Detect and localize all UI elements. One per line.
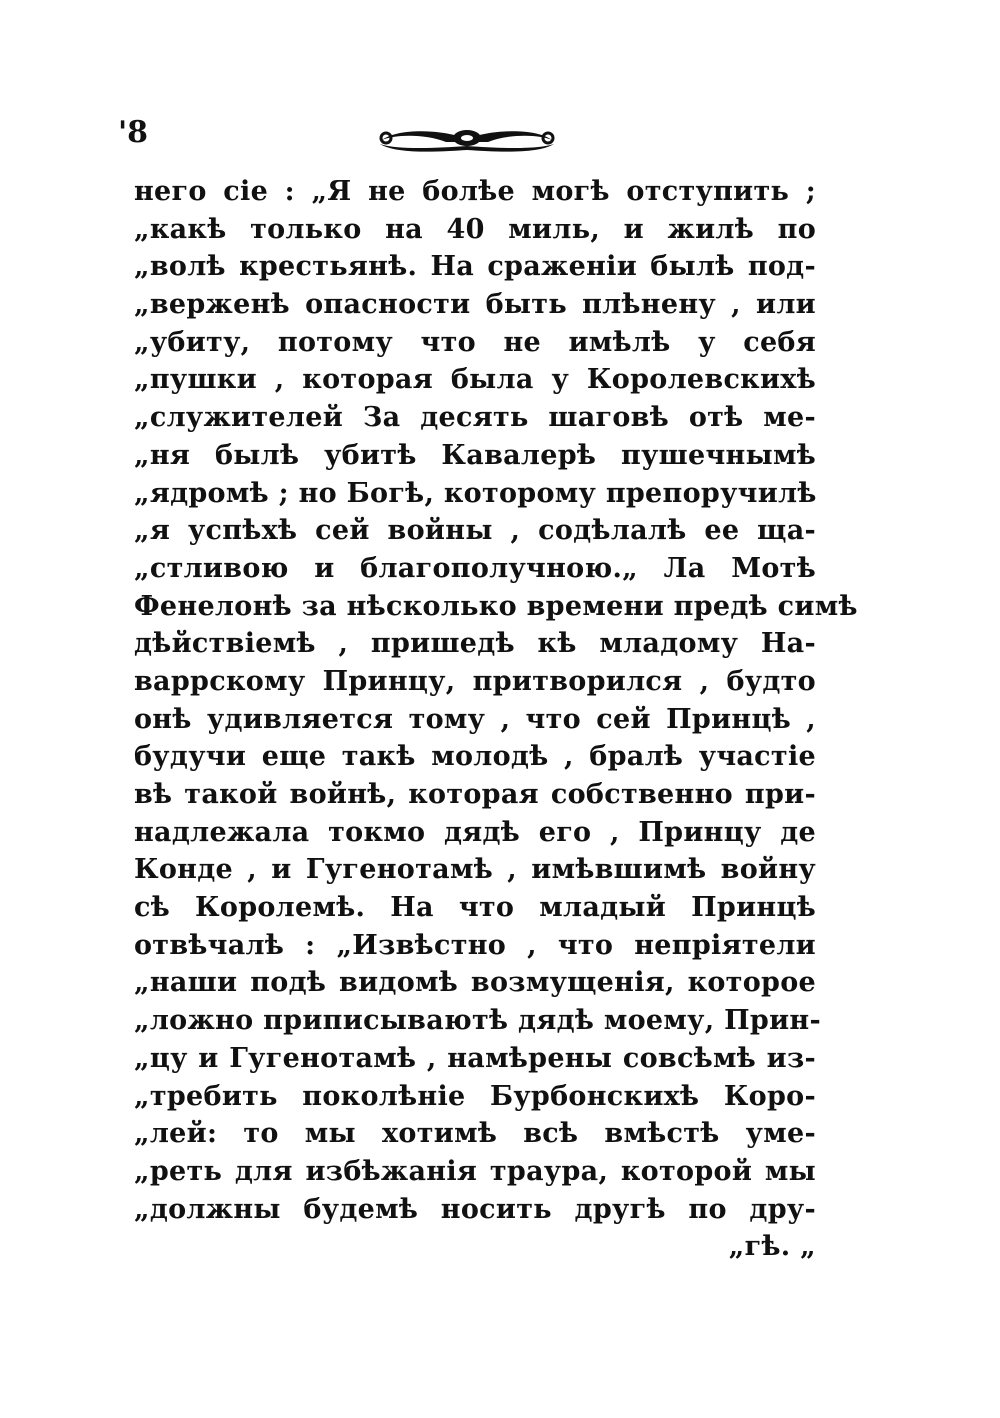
text-line: варрскому Принцу, притворился , будто	[134, 665, 816, 697]
text-line: „волѣ крестьянѣ. На сраженіи былѣ под-	[134, 251, 816, 283]
text-line: „реть для избѣжанія траура, которой мы	[134, 1155, 816, 1187]
text-line: вѣ такой войнѣ, которая собственно при-	[134, 779, 816, 810]
text-line: „ложно приписываютѣ дядѣ моему, Прин-	[134, 1005, 821, 1037]
text-line: „требить поколѣніе Бурбонскихѣ Коро-	[134, 1080, 816, 1112]
text-line-last: „гѣ. „	[728, 1231, 816, 1263]
text-line: Фенелонѣ за нѣсколько времени предѣ симѣ	[134, 590, 858, 622]
text-line: „служителей За десять шаговѣ отѣ ме-	[134, 402, 816, 434]
main-text	[134, 173, 858, 1266]
text-line: дѣйствіемѣ , пришедѣ кѣ младому На-	[134, 628, 816, 660]
text-line: онѣ удивляется тому , что сей Принцѣ ,	[134, 703, 816, 735]
text-line: отвѣчалѣ : „Извѣстно , что непріятели	[134, 929, 816, 961]
page-number: '8	[118, 115, 149, 150]
text-line: „ня былѣ убитѣ Кавалерѣ пушечнымѣ	[134, 439, 816, 471]
text-line: „цу и Гугенотамѣ , намѣрены совсѣмѣ из-	[134, 1042, 816, 1074]
text-line: „стливою и благополучною.„ Ла Мотѣ	[134, 552, 816, 584]
text-line: будучи еще такѣ молодѣ , бралѣ участіе	[134, 741, 816, 773]
text-line: „я успѣхѣ сей войны , содѣлалѣ ее ща-	[134, 515, 816, 547]
text-line: „лей: то мы хотимѣ всѣ вмѣстѣ уме-	[134, 1118, 816, 1150]
text-line: сѣ Королемѣ. На что младый Принцѣ	[134, 892, 816, 924]
text-line: „пушки , которая была у Королевскихѣ	[134, 364, 816, 396]
text-line: „какѣ только на 40 миль, и жилѣ по	[134, 213, 816, 245]
text-line: него сіе : „Я не болѣе могѣ отступить ;	[134, 176, 816, 207]
text-line: „ядромѣ ; но Богѣ, которому препоручилѣ	[134, 477, 817, 509]
text-line: надлежала токмо дядѣ его , Принцу де	[134, 816, 816, 848]
text-line: „верженѣ опасности быть плѣнену , или	[134, 289, 816, 321]
headpiece-ornament-icon	[378, 120, 556, 154]
text-line: Конде , и Гугенотамѣ , имѣвшимѣ войну	[134, 854, 816, 886]
text-line: „наши подѣ видомѣ возмущенія, которое	[134, 967, 816, 999]
text-line: „убиту, потому что не имѣлѣ у себя	[134, 326, 816, 358]
text-line: „должны будемѣ носить другѣ по дру-	[134, 1193, 816, 1225]
